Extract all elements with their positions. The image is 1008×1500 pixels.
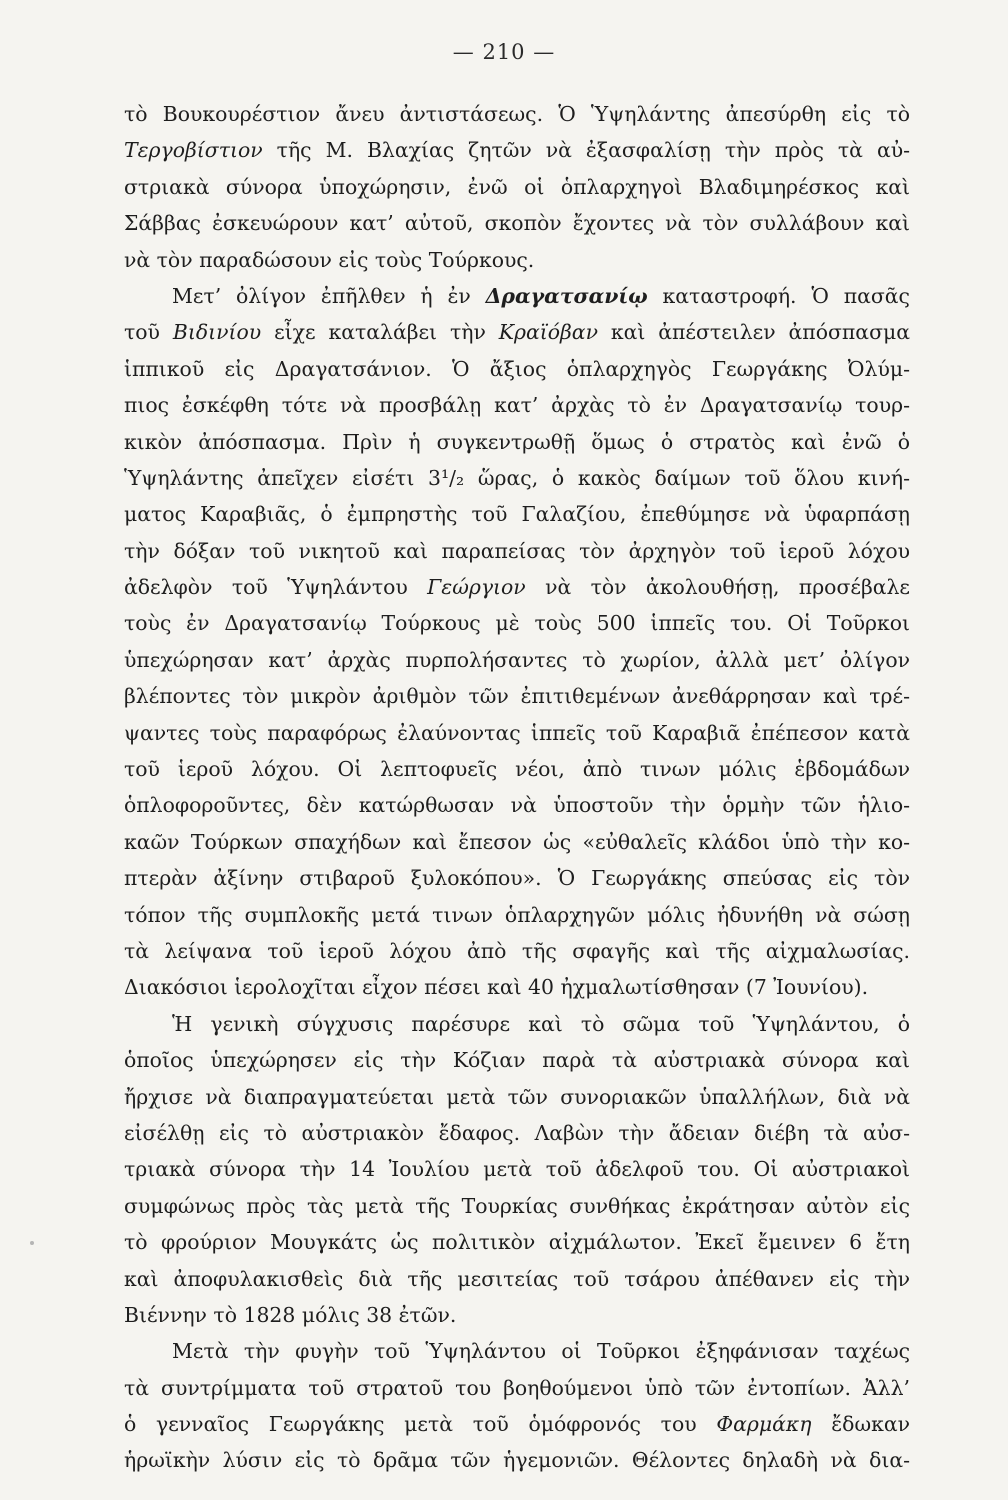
- text-segment: νὰ τὸν ἀκολουθήσῃ, προσέβαλε: [525, 575, 910, 600]
- text-line: [124, 1370, 910, 1406]
- text-line: [124, 787, 910, 823]
- text-line: [124, 605, 910, 641]
- text-segment: τοὺς ἐν Δραγατσανίῳ Τούρκους μὲ τοὺς 500 ἱππεῖς του. Οἱ Τοῦρκοι: [124, 611, 910, 636]
- text-line: [124, 969, 910, 1005]
- text-segment: καὶ ἀποφυλακισθεὶς διὰ τῆς μεσιτείας τοῦ τσάρου ἀπέθανεν εἰς τὴν: [124, 1266, 910, 1291]
- text-line: [124, 205, 910, 241]
- text-line: [124, 1151, 910, 1187]
- text-segment: τόπον τῆς συμπλοκῆς μετά τινων ὁπλαρχηγῶν μόλις ἠδυνήθη νὰ σώσῃ: [124, 902, 910, 927]
- text-line: [124, 1042, 910, 1078]
- text-line: [124, 496, 910, 532]
- emphasized-text: Τεργοβίστιον: [124, 138, 263, 163]
- text-segment: ψαντες τοὺς παραφόρως ἐλαύνοντας ἱππεῖς τοῦ Καραβιᾶ ἐπέπεσον κατὰ: [124, 720, 910, 745]
- text-segment: τὰ λείψανα τοῦ ἱεροῦ λόχου ἀπὸ τῆς σφαγῆς καὶ τῆς αἰχμαλωσίας.: [124, 938, 910, 963]
- text-segment: Διακόσιοι ἱερολοχῖται εἶχον πέσει καὶ 40 ἠχμαλωτίσθησαν (7 Ἰουνίου).: [124, 975, 869, 1000]
- text-line: [124, 424, 910, 460]
- text-segment: πιος ἐσκέφθη τότε νὰ προσβάλῃ κατ’ ἀρχὰς τὸ ἐν Δραγατσανίῳ τουρ-: [124, 393, 910, 418]
- text-segment: Βιέννην τὸ 1828 μόλις 38 ἐτῶν.: [124, 1302, 457, 1327]
- text-line: [124, 132, 910, 168]
- text-line: [124, 678, 910, 714]
- text-segment: ἱππικοῦ εἰς Δραγατσάνιον. Ὁ ἄξιος ὁπλαρχηγὸς Γεωργάκης Ὀλύμ-: [124, 356, 910, 381]
- text-segment: ὑπεχώρησαν κατ’ ἀρχὰς πυρπολήσαντες τὸ χωρίον, ἀλλὰ μετ’ ὀλίγον: [124, 647, 910, 672]
- text-segment: ἀδελφὸν τοῦ Ὑψηλάντου: [124, 575, 428, 600]
- text-line: [124, 642, 910, 678]
- text-line: [124, 314, 910, 350]
- text-line: [124, 1224, 910, 1260]
- text-segment: Ὑψηλάντης ἀπεῖχεν εἰσέτι 3¹/₂ ὥρας, ὁ κακὸς δαίμων τοῦ ὅλου κινή-: [124, 465, 910, 490]
- text-segment: τῆς Μ. Βλαχίας ζητῶν νὰ ἐξασφαλίσῃ τὴν πρὸς τὰ αὐ-: [262, 138, 910, 163]
- text-line: [124, 169, 910, 205]
- text-line: [124, 1261, 910, 1297]
- text-segment: καταστροφή. Ὁ πασᾶς: [647, 283, 910, 308]
- text-line: [124, 860, 910, 896]
- text-segment: Μετὰ τὴν φυγὴν τοῦ Ὑψηλάντου οἱ Τοῦρκοι ἐξηφάνισαν ταχέως: [172, 1339, 910, 1364]
- text-line: [124, 278, 910, 314]
- text-segment: ὁ γενναῖος Γεωργάκης μετὰ τοῦ ὁμόφρονός του: [124, 1412, 717, 1437]
- text-line: [124, 460, 910, 496]
- text-segment: καὶ ἀπέστειλεν ἀπόσπασμα: [597, 320, 910, 345]
- text-line: [124, 569, 910, 605]
- text-line: [124, 1442, 910, 1478]
- text-line: [124, 715, 910, 751]
- text-line: [124, 1115, 910, 1151]
- text-line: [124, 1079, 910, 1115]
- text-segment: τὸ φρούριον Μουγκάτς ὡς πολιτικὸν αἰχμάλωτον. Ἐκεῖ ἔμεινεν 6 ἔτη: [124, 1230, 910, 1255]
- text-segment: πτερὰν ἀξίνην στιβαροῦ ξυλοκόπου». Ὁ Γεωργάκης σπεύσας εἰς τὸν: [124, 866, 910, 891]
- text-body: [124, 96, 910, 1479]
- emphasized-text: Δραγατσανίῳ: [485, 283, 648, 308]
- text-segment: συμφώνως πρὸς τὰς μετὰ τῆς Τουρκίας συνθήκας ἐκράτησαν αὐτὸν εἰς: [124, 1193, 910, 1218]
- text-segment: τοῦ ἱεροῦ λόχου. Οἱ λεπτοφυεῖς νέοι, ἀπὸ τινων μόλις ἑβδομάδων: [124, 757, 910, 782]
- text-line: [124, 1333, 910, 1369]
- text-line: [124, 1006, 910, 1042]
- text-line: [124, 351, 910, 387]
- text-segment: τοῦ: [124, 320, 173, 345]
- text-line: [124, 897, 910, 933]
- text-segment: τὰ συντρίμματα τοῦ στρατοῦ του βοηθούμενοι ὑπὸ τῶν ἐντοπίων. Ἀλλ’: [124, 1375, 910, 1400]
- text-segment: κικὸν ἀπόσπασμα. Πρὶν ἡ συγκεντρωθῇ ὅμως ὁ στρατὸς καὶ ἐνῶ ὁ: [124, 429, 910, 454]
- emphasized-text: Γεώργιον: [427, 575, 526, 600]
- text-line: [124, 824, 910, 860]
- text-segment: καῶν Τούρκων σπαχήδων καὶ ἔπεσον ὡς «εὐθαλεῖς κλάδοι ὑπὸ τὴν κο-: [124, 829, 910, 854]
- text-line: [124, 1188, 910, 1224]
- text-segment: Μετ’ ὀλίγον ἐπῆλθεν ἡ ἐν: [172, 283, 486, 308]
- text-segment: τὴν δόξαν τοῦ νικητοῦ καὶ παραπείσας τὸν ἀρχηγὸν τοῦ ἱεροῦ λόχου: [124, 538, 910, 563]
- text-segment: τὸ Βουκουρέστιον ἄνευ ἀντιστάσεως. Ὁ Ὑψηλάντης ἀπεσύρθη εἰς τὸ: [124, 102, 910, 126]
- text-segment: τριακὰ σύνορα τὴν 14 Ἰουλίου μετὰ τοῦ ἀδελφοῦ του. Οἱ αὐστριακοὶ: [124, 1157, 910, 1182]
- text-segment: ἤρχισε νὰ διαπραγματεύεται μετὰ τῶν συνοριακῶν ὑπαλλήλων, διὰ νὰ: [124, 1084, 910, 1109]
- text-segment: στριακὰ σύνορα ὑποχώρησιν, ἐνῶ οἱ ὁπλαρχηγοὶ Βλαδιμηρέσκος καὶ: [124, 174, 910, 199]
- text-line: [124, 242, 910, 278]
- text-line: [124, 1406, 910, 1442]
- text-line: [124, 533, 910, 569]
- text-segment: Σάββας ἐσκευώρουν κατ’ αὐτοῦ, σκοπὸν ἔχοντες νὰ τὸν συλλάβουν καὶ: [124, 211, 910, 236]
- text-segment: ὁποῖος ὑπεχώρησεν εἰς τὴν Κόζιαν παρὰ τὰ αὐστριακὰ σύνορα καὶ: [124, 1048, 910, 1073]
- text-segment: ἔδωκαν: [811, 1412, 910, 1437]
- text-segment: ὁπλοφοροῦντες, δὲν κατώρθωσαν νὰ ὑποστοῦν τὴν ὁρμὴν τῶν ἡλιο-: [124, 793, 910, 818]
- text-line: [124, 96, 910, 132]
- text-line: [124, 751, 910, 787]
- text-segment: νὰ τὸν παραδώσουν εἰς τοὺς Τούρκους.: [124, 247, 535, 272]
- text-line: [124, 1297, 910, 1333]
- emphasized-text: Βιδινίου: [172, 320, 262, 345]
- text-segment: εἰσέλθῃ εἰς τὸ αὐστριακὸν ἔδαφος. Λαβὼν τὴν ἄδειαν διέβη τὰ αὐσ-: [124, 1120, 910, 1145]
- text-line: [124, 933, 910, 969]
- emphasized-text: Κραϊόβαν: [498, 320, 598, 345]
- emphasized-text: Φαρμάκη: [716, 1412, 812, 1437]
- page-number: — 210 —: [452, 40, 556, 64]
- text-segment: ἡρωϊκὴν λύσιν εἰς τὸ δρᾶμα τῶν ἡγεμονιῶν. Θέλοντες δηλαδὴ νὰ δια-: [124, 1448, 910, 1473]
- text-segment: εἶχε καταλάβει τὴν: [261, 320, 499, 345]
- text-segment: ματος Καραβιᾶς, ὁ ἐμπρηστὴς τοῦ Γαλαζίου, ἐπεθύμησε νὰ ὑφαρπάσῃ: [124, 502, 910, 527]
- text-segment: βλέποντες τὸν μικρὸν ἀριθμὸν τῶν ἐπιτιθεμένων ἀνεθάρρησαν καὶ τρέ-: [124, 684, 910, 709]
- text-segment: Ἡ γενικὴ σύγχυσις παρέσυρε καὶ τὸ σῶμα τοῦ Ὑψηλάντου, ὁ: [172, 1011, 910, 1036]
- page-smudge: [30, 1241, 34, 1245]
- text-line: [124, 387, 910, 423]
